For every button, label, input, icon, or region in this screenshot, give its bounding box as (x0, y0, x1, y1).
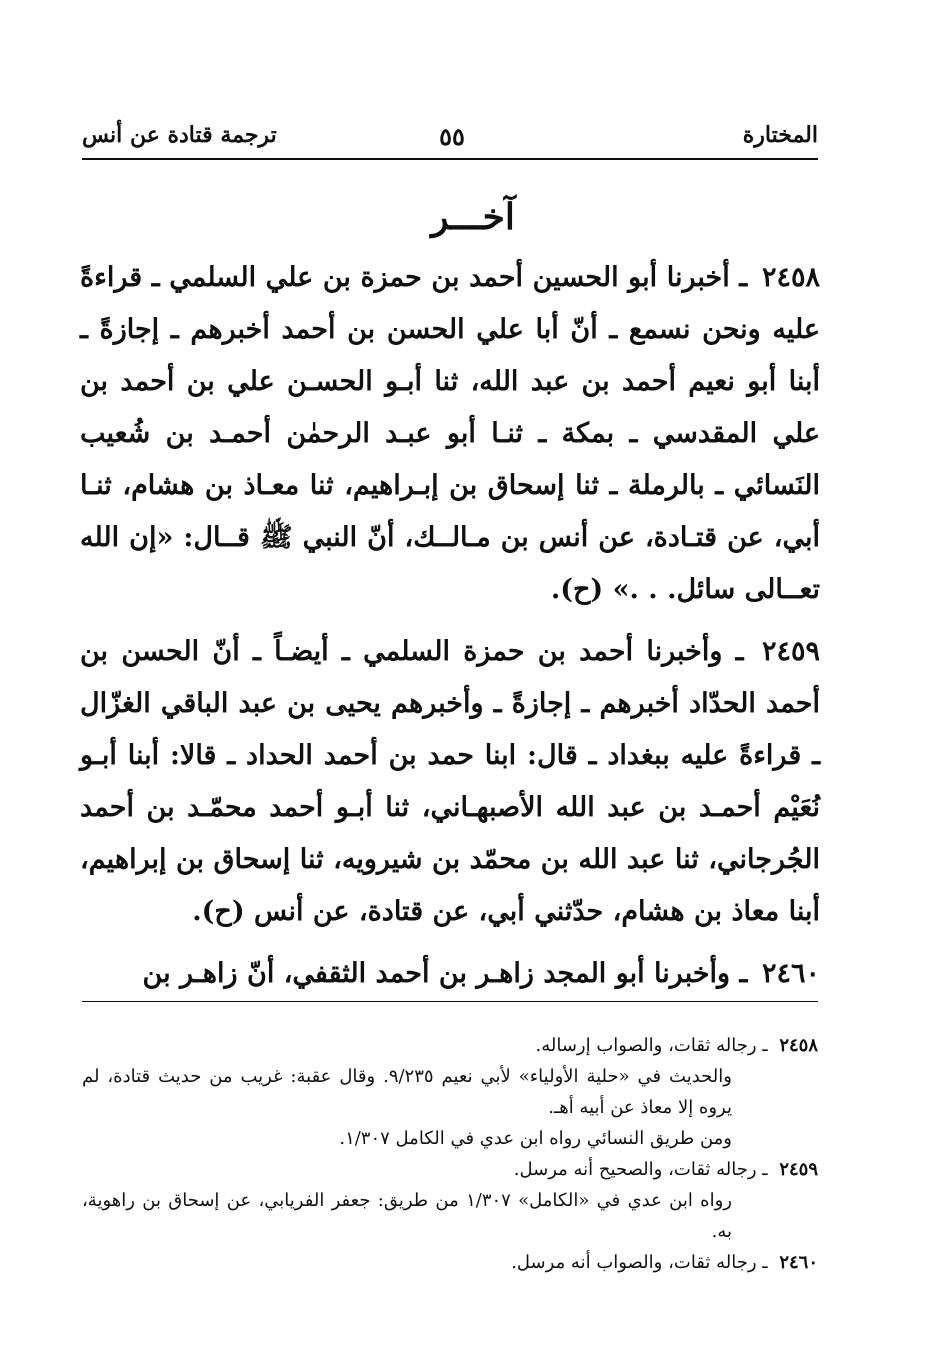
section-heading: آخـــر (431, 196, 515, 238)
hadith-text: ـ وأخبرنا أحمد بن حمزة السلمي ـ أيضـاً ـ أنّ الحسن بن أحمد الحدّاد أخبرهم ـ إجازةً ـ وأخبرهم يحيى بن عبد الباقي الغزّال ـ قراءةً عليه ببغداد ـ قال: ابنا حمد بن أحمد الحداد ـ قالا: أبنا أبـو نُعَيْم أحمـد بن عبد الله الأصبهـاني، ثنا أبـو أحمد محمّـد بن أحمد الجُرجاني، ثنا عبد الله بن محمّد بن شيرويه، ثنا إسحاق بن إبراهيم، أبنا معاذ بن هشام، حدّثني أبي، عن قتادة، عن أنس (ح). (80, 636, 820, 927)
footnote-continuation: والحديث في «حلية الأولياء» لأبي نعيم ٩/٢٣٥. وقال عقبة: غريب من حديث قتادة، لم يروه إلا معاذ عن أبيه أهـ. (82, 1066, 732, 1118)
footnote-text: ـ رجاله ثقات، والصحيح أنه مرسل. (513, 1159, 768, 1180)
footnote-number: ٢٤٥٨ (779, 1035, 818, 1056)
footnote-number: ٢٤٦٠ (779, 1252, 818, 1273)
footnote-entry (82, 1247, 818, 1278)
footnote-text: ـ رجاله ثقات، والصواب إرساله. (535, 1035, 768, 1056)
hadith-text: ـ وأخبرنا أبو المجد زاهـر بن أحمد الثقفي، أنّ زاهـر بن (142, 958, 748, 989)
footnote-number: ٢٤٥٩ (779, 1159, 818, 1180)
main-text (80, 252, 820, 1010)
footnote-entry (82, 1154, 818, 1185)
footnote-continuation: رواه ابن عدي في «الكامل» ١/٣٠٧ من طريق: جعفر الفريابي، عن إسحاق بن راهوية، به. (82, 1190, 732, 1242)
hadith-number: ٢٤٥٨ (761, 262, 820, 293)
footnote-continuation: ومن طريق النسائي رواه ابن عدي في الكامل ١/٣٠٧. (339, 1128, 732, 1149)
footnote-divider (82, 1001, 818, 1002)
running-header (82, 122, 818, 160)
footnote-text: ـ رجاله ثقات، والصواب أنه مرسل. (511, 1252, 768, 1273)
chapter-title: ترجمة قتادة عن أنس (82, 122, 277, 148)
hadith-number: ٢٤٥٩ (761, 636, 820, 667)
page-number: ٥٥ (439, 122, 465, 151)
hadith-number: ٢٤٦٠ (761, 958, 820, 989)
book-title: المختارة (742, 122, 818, 148)
footnotes (82, 1030, 818, 1278)
hadith-entry (80, 626, 820, 938)
hadith-text: ـ أخبرنا أبو الحسين أحمد بن حمزة بن علي السلمي ـ قراءةً عليه ونحن نسمع ـ أنّ أبا علي الحسن بن أحمد أخبرهم ـ إجازةً ـ أبنا أبو نعيم أحمد بن عبد الله، ثنا أبـو الحسـن علي بن أحمد بن علي المقدسي ـ بمكة ـ ثنـا أبو عبـد الرحمٰن أحمـد بن شُعيب النَسائي ـ بالرملة ـ ثنا إسحاق بن إبـراهيم، ثنا معـاذ بن هشام، ثنـا أبي، عن قتـادة، عن أنس بن مـالــك، أنّ النبي ﷺ قــال: «إن الله تعــالى سائل. . .» (ح). (80, 262, 820, 605)
footnote-entry (82, 1030, 818, 1061)
hadith-entry (80, 948, 820, 1000)
hadith-entry (80, 252, 820, 616)
